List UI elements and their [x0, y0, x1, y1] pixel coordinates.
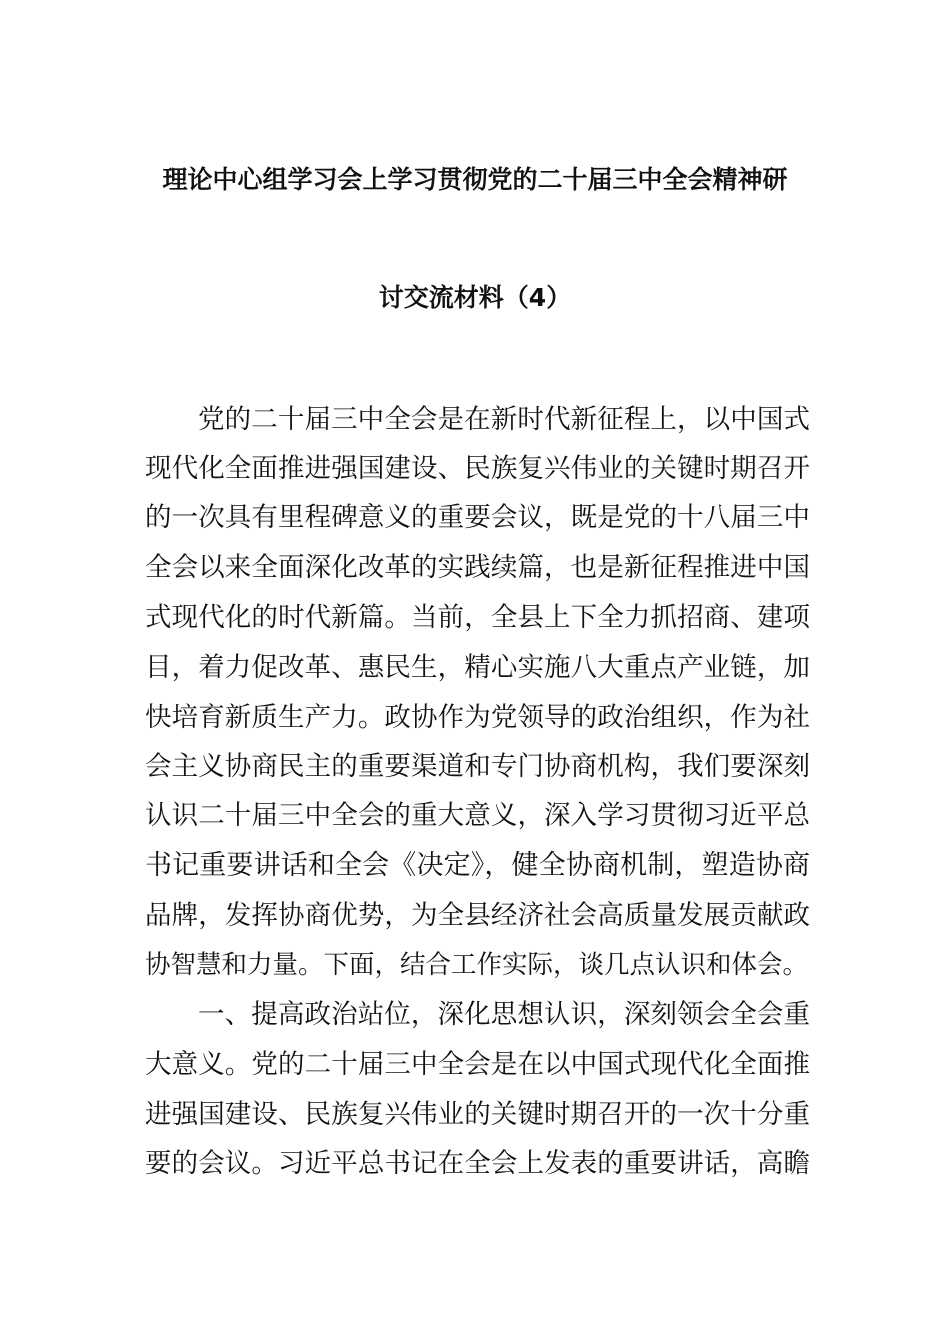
- paragraph-line-16: 要的会议。习近平总书记在全会上发表的重要讲话，高瞻: [145, 1148, 810, 1179]
- paragraph-line-1: 党的二十届三中全会是在新时代新征程上，以中国式: [198, 404, 810, 435]
- paragraph-line-4: 全会以来全面深化改革的实践续篇，也是新征程推进中国: [145, 552, 810, 583]
- paragraph-line-3: 的一次具有里程碑意义的重要会议，既是党的十八届三中: [145, 502, 810, 533]
- paragraph-line-14: 大意义。党的二十届三中全会是在以中国式现代化全面推: [145, 1049, 810, 1080]
- paragraph-line-8: 会主义协商民主的重要渠道和专门协商机构，我们要深刻: [145, 751, 810, 782]
- paragraph-line-5: 式现代化的时代新篇。当前，全县上下全力抓招商、建项: [145, 602, 810, 633]
- paragraph-line-10: 书记重要讲话和全会《决定》，健全协商机制，塑造协商: [145, 850, 810, 881]
- document-title-line-1: 理论中心组学习会上学习贯彻党的二十届三中全会精神研: [162, 165, 788, 194]
- paragraph-line-15: 进强国建设、民族复兴伟业的关键时期召开的一次十分重: [145, 1099, 810, 1130]
- document-title-line-2: 讨交流材料（4）: [378, 283, 572, 312]
- paragraph-line-11: 品牌，发挥协商优势，为全县经济社会高质量发展贡献政: [145, 900, 810, 931]
- paragraph-line-9: 认识二十届三中全会的重大意义，深入学习贯彻习近平总: [145, 800, 810, 831]
- paragraph-line-12: 协智慧和力量。下面，结合工作实际，谈几点认识和体会。: [145, 950, 809, 980]
- paragraph-line-7: 快培育新质生产力。政协作为党领导的政治组织，作为社: [145, 702, 810, 733]
- paragraph-line-6: 目，着力促改革、惠民生，精心实施八大重点产业链，加: [145, 652, 810, 683]
- paragraph-line-2: 现代化全面推进强国建设、民族复兴伟业的关键时期召开: [145, 453, 810, 484]
- paragraph-line-13: 一、提高政治站位，深化思想认识，深刻领会全会重: [198, 999, 810, 1030]
